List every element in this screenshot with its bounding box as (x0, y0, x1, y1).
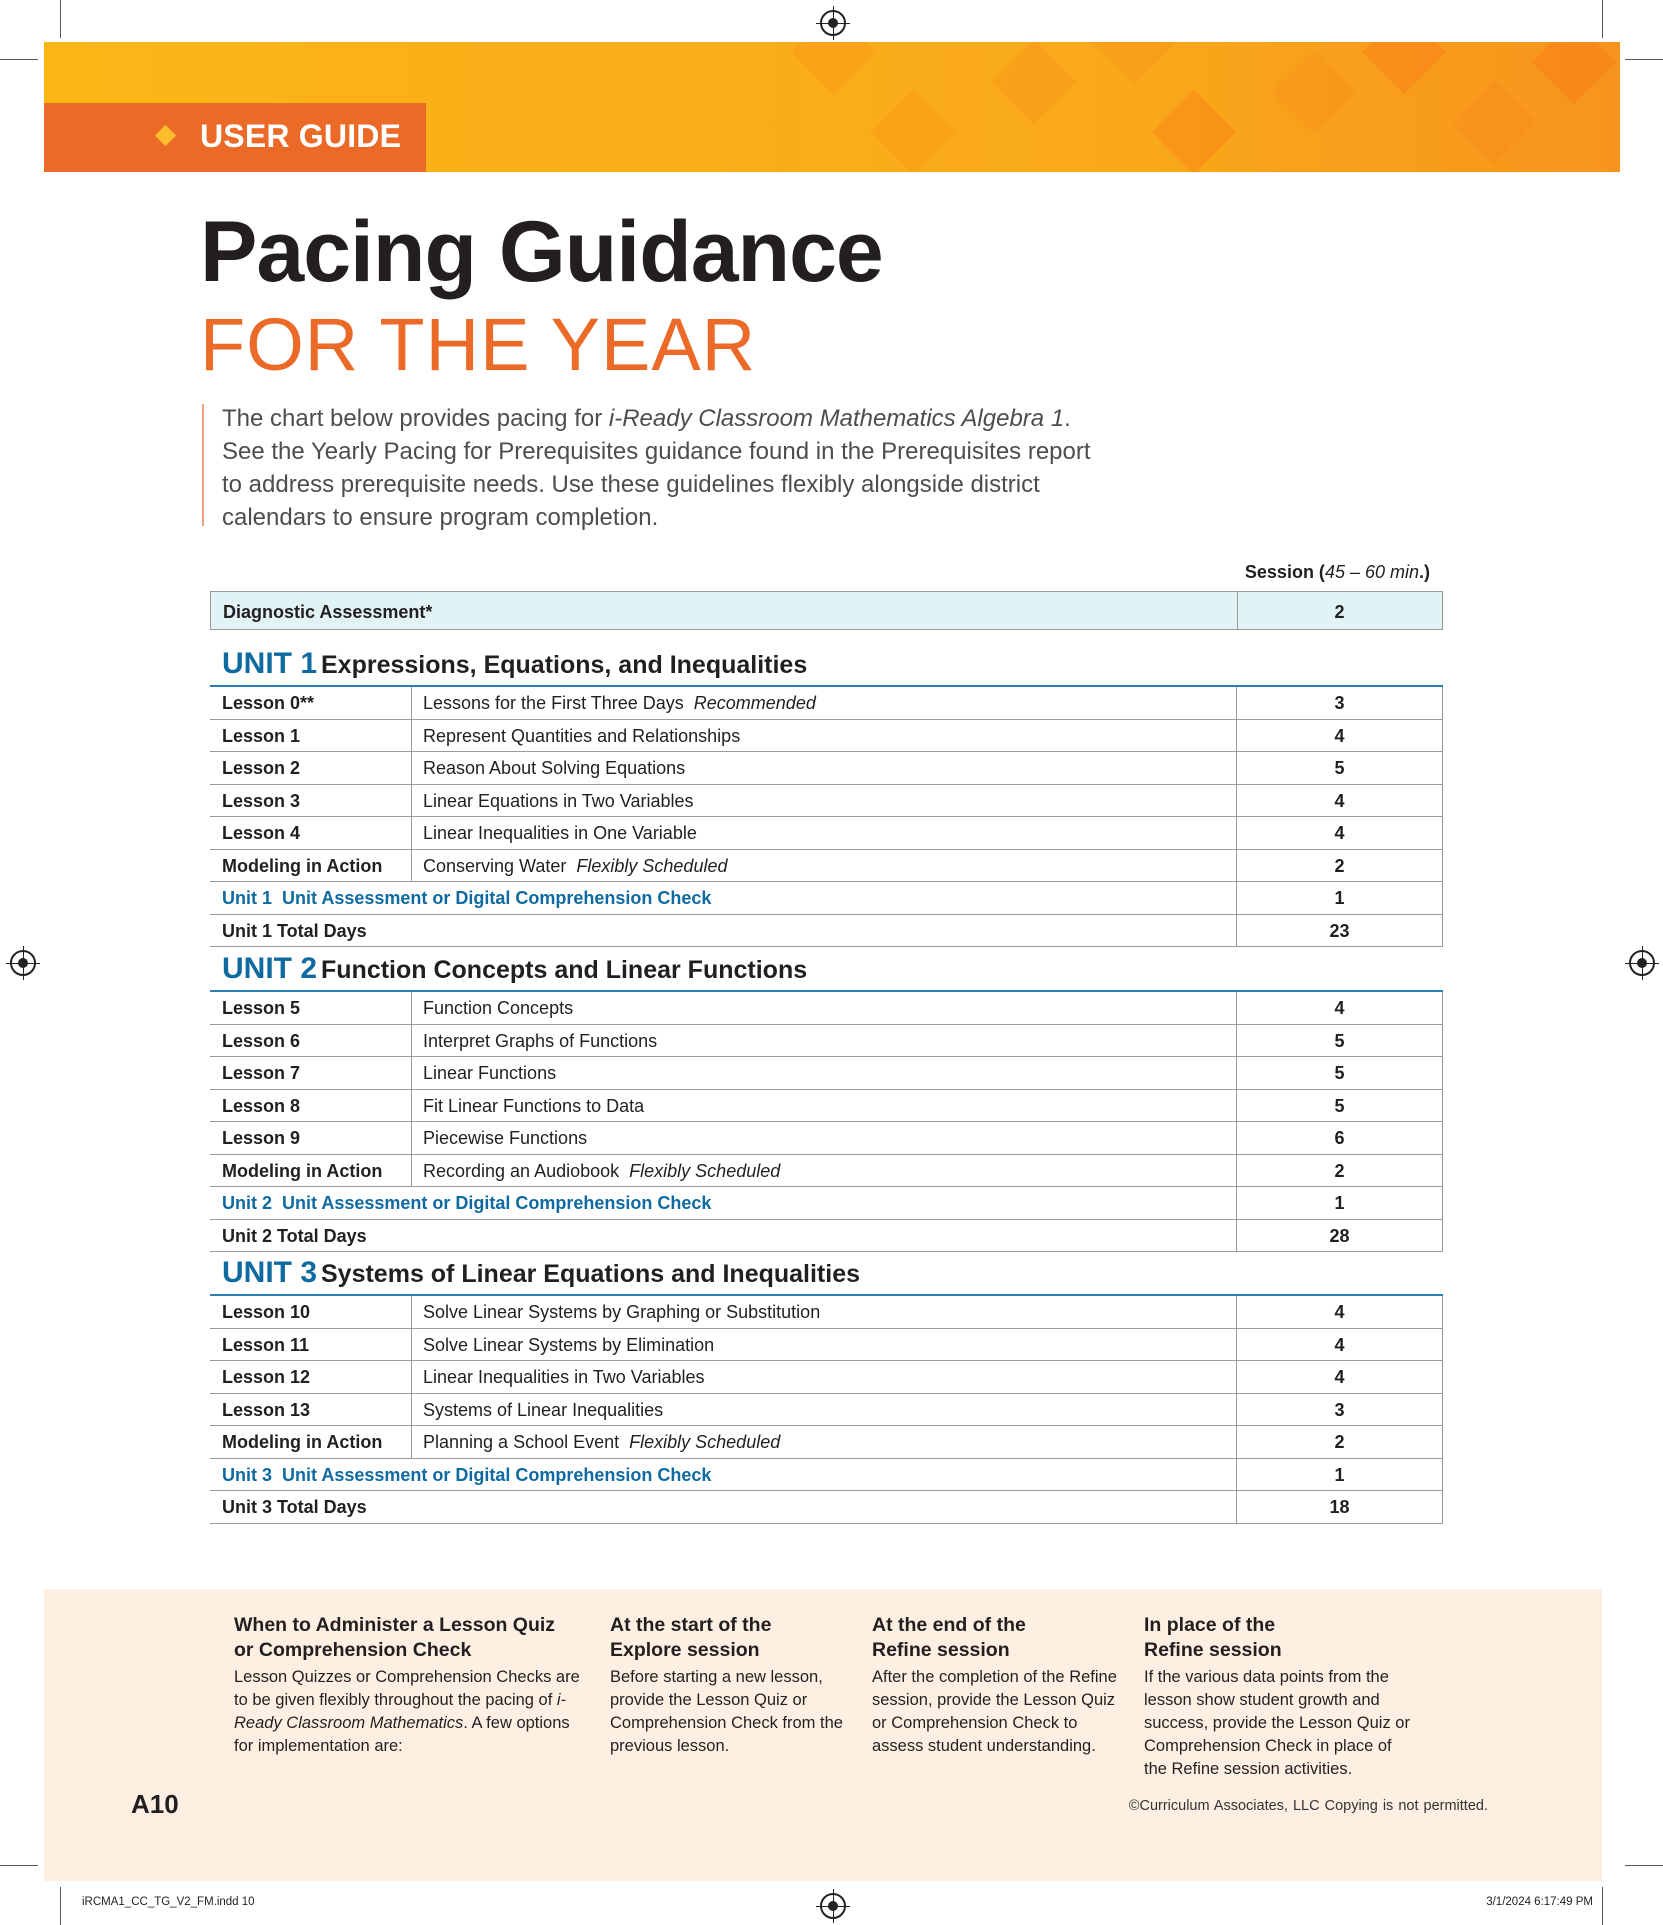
lesson-sessions: 4 (1334, 823, 1345, 843)
intro-paragraph: The chart below provides pacing for i-Ready Classroom Mathematics Algebra 1. See the Yearly Pacing for Prerequisites guidance found in the Prerequisites report to address prerequisite needs. Use these guidelines flexibly alongside district calendars to ensure program completion. (222, 405, 1091, 531)
lesson-label: Lesson 7 (222, 1063, 301, 1083)
lesson-row (210, 1426, 1443, 1459)
lesson-sessions: 5 (1334, 1063, 1345, 1083)
option-explore-start: At the start of the Explore session Before starting a new lesson, provide the Lesson Quiz or Comprehension Check from the previous lesson. (610, 1614, 843, 1755)
lesson-row (210, 817, 1443, 850)
unit-total-sessions: 23 (1329, 920, 1350, 941)
lesson-title: Linear Inequalities in Two Variables (423, 1367, 705, 1387)
lesson-label: Lesson 1 (222, 725, 301, 746)
unit-heading (210, 641, 1443, 687)
assessment-sessions: 1 (1334, 888, 1345, 908)
lesson-title: Lessons for the First Three Days Recommended (423, 693, 816, 713)
unit-number: UNIT 1 (222, 647, 318, 680)
assessment-row (210, 882, 1443, 915)
lesson-sessions: 2 (1334, 1432, 1345, 1452)
lesson-row (210, 1155, 1443, 1188)
page-title: Pacing Guidance (200, 204, 883, 300)
lesson-sessions: 5 (1334, 1030, 1345, 1051)
diagnostic-label: Diagnostic Assessment* (223, 602, 433, 622)
lesson-title: Fit Linear Functions to Data (423, 1095, 645, 1116)
lesson-label: Lesson 6 (222, 1030, 301, 1051)
lesson-label: Lesson 13 (222, 1399, 311, 1420)
lesson-row (210, 1361, 1443, 1394)
lesson-label: Lesson 5 (222, 998, 301, 1018)
lesson-title: Planning a School Event Flexibly Scheduled (423, 1432, 781, 1452)
lesson-row (210, 687, 1443, 720)
registration-mark-icon (1629, 950, 1655, 976)
lesson-note: Flexibly Scheduled (629, 1160, 781, 1181)
option-refine-end: At the end of the Refine session After the completion of the Refine session, provide the Lesson Quiz or Comprehension Check to assess student understanding. (872, 1614, 1117, 1755)
lesson-row (210, 785, 1443, 818)
quiz-guidance-body: Lesson Quizzes or Comprehension Checks are to be given flexibly throughout the pacing of i-Ready Classroom Mathematics. A few options for implementation are: (234, 1668, 580, 1755)
session-column-header: Session (45 – 60 min.) (1244, 562, 1430, 582)
lesson-row (210, 1090, 1443, 1123)
lesson-title: Linear Equations in Two Variables (423, 790, 694, 811)
user-guide-tag (44, 103, 426, 172)
unit-table (210, 1250, 1443, 1524)
crop-mark (0, 59, 38, 60)
lesson-title: Linear Inequalities in One Variable (423, 823, 697, 843)
lesson-title: Solve Linear Systems by Elimination (423, 1334, 715, 1355)
lesson-sessions: 2 (1334, 1160, 1345, 1181)
assessment-label: Unit 3 Unit Assessment or Digital Comprehension Check (222, 1464, 712, 1485)
assessment-label: Unit 1 Unit Assessment or Digital Comprehension Check (222, 888, 712, 908)
lesson-note: Flexibly Scheduled (576, 855, 728, 876)
lesson-title: Represent Quantities and Relationships (423, 725, 741, 746)
lesson-title: Interpret Graphs of Functions (423, 1030, 658, 1051)
lesson-row (210, 1329, 1443, 1362)
diagnostic-sessions: 2 (1334, 602, 1345, 622)
assessment-sessions: 1 (1334, 1193, 1345, 1213)
registration-mark-icon (10, 950, 36, 976)
unit-name: Expressions, Equations, and Inequalities (321, 651, 808, 679)
lesson-sessions: 4 (1334, 998, 1345, 1018)
unit-total-row (210, 1491, 1443, 1524)
lesson-label: Modeling in Action (222, 855, 383, 876)
crop-mark (1602, 1887, 1603, 1925)
lesson-sessions: 5 (1334, 1095, 1345, 1116)
assessment-label: Unit 2 Unit Assessment or Digital Comprehension Check (222, 1193, 712, 1213)
lesson-sessions: 2 (1334, 855, 1345, 876)
lesson-sessions: 3 (1334, 1399, 1345, 1420)
lesson-title: Solve Linear Systems by Graphing or Substitution (423, 1302, 821, 1322)
lesson-sessions: 4 (1334, 1334, 1345, 1355)
lesson-row (210, 992, 1443, 1025)
unit-total-row (210, 1220, 1443, 1253)
crop-mark (60, 1887, 61, 1925)
registration-mark-icon (820, 10, 846, 36)
lesson-label: Lesson 0** (222, 693, 315, 713)
lesson-sessions: 4 (1334, 790, 1345, 811)
lesson-row (210, 1122, 1443, 1155)
lesson-sessions: 4 (1334, 725, 1345, 746)
copyright-notice: ©Curriculum Associates, LLC Copying is not permitted. (1128, 1798, 1488, 1814)
page-number: A10 (131, 1789, 179, 1819)
unit-name: Systems of Linear Equations and Inequalities (321, 1260, 861, 1288)
unit-total-row (210, 915, 1443, 948)
lesson-note: Flexibly Scheduled (629, 1432, 781, 1452)
option-refine-replace: In place of the Refine session If the various data points from the lesson show student growth and success, provide the Lesson Quiz or Comprehension Check in place of the Refine session activities. (1144, 1614, 1410, 1778)
quiz-guidance-heading: When to Administer a Lesson Quiz or Comprehension Check (234, 1614, 556, 1661)
lesson-label: Lesson 2 (222, 758, 301, 778)
lesson-sessions: 3 (1334, 693, 1345, 713)
lesson-title: Linear Functions (423, 1063, 557, 1083)
lesson-label: Modeling in Action (222, 1432, 383, 1452)
unit-total-label: Unit 3 Total Days (222, 1497, 367, 1517)
lesson-label: Lesson 11 (222, 1334, 310, 1355)
lesson-sessions: 6 (1334, 1128, 1345, 1148)
intro-accent-bar (202, 404, 204, 526)
lesson-title: Piecewise Functions (423, 1128, 588, 1148)
crop-mark (60, 0, 61, 38)
user-guide-label: USER GUIDE (200, 118, 402, 154)
unit-number: UNIT 2 (222, 952, 318, 985)
crop-mark (1625, 59, 1663, 60)
lesson-title: Systems of Linear Inequalities (423, 1399, 664, 1420)
assessment-sessions: 1 (1334, 1464, 1345, 1485)
lesson-title: Reason About Solving Equations (423, 758, 686, 778)
lesson-row (210, 850, 1443, 883)
unit-total-sessions: 28 (1329, 1225, 1350, 1246)
unit-table (210, 946, 1443, 1252)
lesson-label: Lesson 12 (222, 1367, 311, 1387)
assessment-row (210, 1187, 1443, 1220)
page-subtitle: FOR THE YEAR (200, 303, 757, 386)
unit-total-label: Unit 2 Total Days (222, 1225, 367, 1246)
unit-name: Function Concepts and Linear Functions (321, 956, 808, 984)
lesson-title: Recording an Audiobook Flexibly Scheduled (423, 1160, 781, 1181)
lesson-title: Function Concepts (423, 998, 574, 1018)
lesson-row (210, 1025, 1443, 1058)
lesson-label: Lesson 9 (222, 1128, 301, 1148)
quiz-guidance-intro (234, 1613, 584, 1758)
slug-timestamp: 3/1/2024 6:17:49 PM (1486, 1896, 1593, 1908)
lesson-label: Lesson 3 (222, 790, 301, 811)
unit-total-label: Unit 1 Total Days (222, 920, 367, 941)
assessment-row (210, 1459, 1443, 1492)
unit-table (210, 641, 1443, 947)
lesson-sessions: 4 (1334, 1367, 1345, 1387)
lesson-sessions: 4 (1334, 1302, 1345, 1322)
lesson-label: Lesson 4 (222, 823, 301, 843)
lesson-label: Lesson 10 (222, 1302, 311, 1322)
lesson-row (210, 1296, 1443, 1329)
diamond-icon (155, 125, 176, 146)
crop-mark (0, 1865, 38, 1866)
lesson-row (210, 752, 1443, 785)
lesson-row (210, 1394, 1443, 1427)
unit-number: UNIT 3 (222, 1256, 318, 1289)
lesson-note: Recommended (693, 693, 816, 713)
lesson-label: Lesson 8 (222, 1095, 301, 1116)
diagnostic-row (210, 591, 1443, 630)
lesson-label: Modeling in Action (222, 1160, 383, 1181)
unit-heading (210, 1250, 1443, 1296)
unit-total-sessions: 18 (1329, 1497, 1350, 1517)
crop-mark (1602, 0, 1603, 38)
unit-heading (210, 946, 1443, 992)
lesson-title: Conserving Water Flexibly Scheduled (423, 855, 728, 876)
registration-mark-icon (820, 1893, 846, 1919)
crop-mark (1625, 1865, 1663, 1866)
lesson-row (210, 1057, 1443, 1090)
lesson-sessions: 5 (1334, 758, 1345, 778)
lesson-row (210, 720, 1443, 753)
slug-filename: iRCMA1_CC_TG_V2_FM.indd 10 (82, 1896, 255, 1908)
